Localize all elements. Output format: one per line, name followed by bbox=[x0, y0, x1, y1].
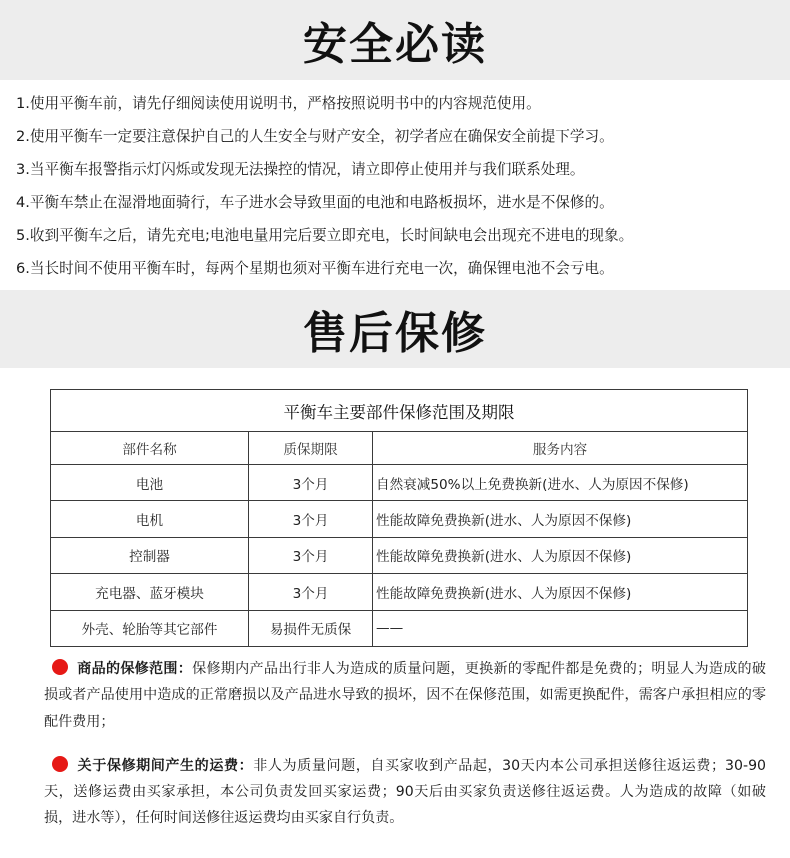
safety-rule: 5.收到平衡车之后，请先充电;电池电量用完后要立即充电，长时间缺电会出现充不进电的现象。 bbox=[16, 227, 634, 244]
service-cell: 性能故障免费换新(进水、人为原因不保修) bbox=[373, 537, 748, 573]
table-header-row bbox=[51, 432, 748, 465]
table-row bbox=[51, 465, 748, 501]
note-shipping-fees bbox=[44, 753, 766, 832]
service-cell: —— bbox=[373, 610, 748, 646]
red-bullet-icon bbox=[52, 659, 68, 675]
part-name-cell: 电机 bbox=[51, 501, 249, 537]
table-row bbox=[51, 537, 748, 573]
table-caption-row bbox=[51, 390, 748, 432]
table-row bbox=[51, 610, 748, 646]
period-cell: 易损件无质保 bbox=[249, 610, 373, 646]
note-lead: 商品的保修范围： bbox=[77, 661, 193, 677]
period-cell: 3个月 bbox=[249, 574, 373, 610]
header-part-name: 部件名称 bbox=[51, 432, 249, 465]
header-service-content: 服务内容 bbox=[373, 432, 748, 465]
part-name-cell: 电池 bbox=[51, 465, 249, 501]
service-cell: 自然衰减50%以上免费换新(进水、人为原因不保修) bbox=[373, 465, 748, 501]
period-cell: 3个月 bbox=[249, 465, 373, 501]
warranty-table bbox=[50, 389, 748, 647]
note-text: 保修期内产品出行非人为造成的质量问题，更换新的零配件都是免费的；明显人为造成的破损或者产品使用中造成的正常磨损以及产品进水导致的损坏，因不在保修范围，如需更换配件，需客户承担相应的零配件费用； bbox=[44, 661, 766, 730]
note-text: 非人为质量问题，自买家收到产品起，30天内本公司承担送修往返运费；30-90天，送修运费由买家承担，本公司负责发回买家运费；90天后由买家负责送修往返运费。人为造成的故障（如破损，进水等），任何时间送修往返运费均由买家自行负责。 bbox=[44, 757, 767, 827]
warranty-notes bbox=[44, 656, 766, 832]
part-name-cell: 外壳、轮胎等其它部件 bbox=[51, 610, 249, 646]
safety-rule: 1.使用平衡车前，请先仔细阅读使用说明书，严格按照说明书中的内容规范使用。 bbox=[16, 95, 541, 112]
service-cell: 性能故障免费换新(进水、人为原因不保修) bbox=[373, 574, 748, 610]
safety-rule: 3.当平衡车报警指示灯闪烁或发现无法操控的情况，请立即停止使用并与我们联系处理。 bbox=[16, 161, 585, 178]
safety-rule: 2.使用平衡车一定要注意保护自己的人生安全与财产安全，初学者应在确保安全前提下学习。 bbox=[16, 128, 614, 145]
period-cell: 3个月 bbox=[249, 501, 373, 537]
safety-rules-list bbox=[16, 90, 786, 288]
service-cell: 性能故障免费换新(进水、人为原因不保修) bbox=[373, 501, 748, 537]
period-cell: 3个月 bbox=[249, 537, 373, 573]
part-name-cell: 充电器、蓝牙模块 bbox=[51, 574, 249, 610]
note-lead: 关于保修期间产生的运费： bbox=[77, 757, 254, 774]
warranty-title: 售后保修 bbox=[303, 308, 487, 359]
header-warranty-period: 质保期限 bbox=[249, 432, 373, 465]
table-row bbox=[51, 574, 748, 610]
safety-rule: 6.当长时间不使用平衡车时，每两个星期也须对平衡车进行充电一次，确保锂电池不会亏电。 bbox=[16, 260, 614, 277]
table-row bbox=[51, 501, 748, 537]
safety-rule: 4.平衡车禁止在湿滑地面骑行，车子进水会导致里面的电池和电路板损坏，进水是不保修的。 bbox=[16, 194, 614, 211]
safety-title: 安全必读 bbox=[303, 19, 487, 70]
part-name-cell: 控制器 bbox=[51, 537, 249, 573]
safety-banner bbox=[0, 0, 790, 80]
note-warranty-scope bbox=[44, 656, 766, 735]
warranty-banner bbox=[0, 290, 790, 368]
red-bullet-icon bbox=[52, 756, 68, 772]
table-caption: 平衡车主要部件保修范围及期限 bbox=[51, 390, 748, 432]
